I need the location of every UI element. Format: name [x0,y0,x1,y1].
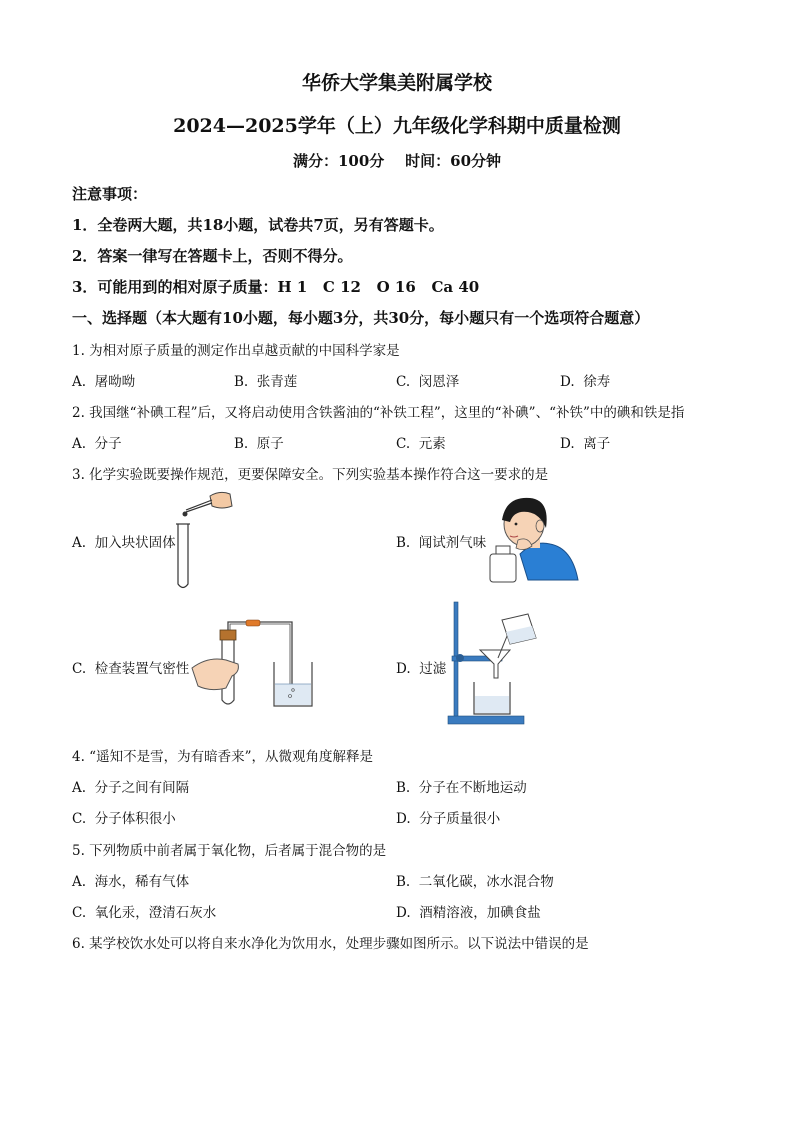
notice-item: 2．答案一律写在答题卡上，否则不得分。 [72,247,353,265]
notice-item: 1．全卷两大题，共18小题，试卷共7页，另有答题卡。 [72,216,444,234]
option-b[interactable]: B. 原子 [234,436,284,452]
question-stem: 6. 某学校饮水处可以将自来水净化为饮用水，处理步骤如图所示。以下说法中错误的是 [72,936,589,952]
option-c[interactable]: C. 元素 [396,436,446,452]
option-a[interactable]: A. 分子 [72,436,122,452]
exam-title: 2024—2025学年（上）九年级化学科期中质量检测 [173,115,621,137]
question-stem: 2. 我国继“补碘工程”后，又将启动使用含铁酱油的“补铁工程”，这里的“补碘”、“补铁”中的碘和铁是指 [72,405,685,421]
notice-item: 3．可能用到的相对原子质量：H 1 C 12 O 16 Ca 40 [72,278,480,296]
option-b[interactable]: B. 分子在不断地运动 [396,780,527,796]
illustration-filtration [444,598,544,730]
question-stem: 4. “遥知不是雪，为有暗香来”，从微观角度解释是 [72,749,373,765]
option-d[interactable]: D. 酒精溶液，加碘食盐 [396,905,541,921]
score-time-line: 满分：100分 时间：60分钟 [292,152,502,170]
option-d[interactable]: D. 离子 [560,436,611,452]
school-name: 华侨大学集美附属学校 [301,72,492,94]
option-a[interactable]: A. 屠呦呦 [72,374,136,390]
option-a[interactable]: A. 分子之间有间隔 [72,780,190,796]
illustration-adding-solid [172,488,232,588]
option-b[interactable]: B. 张青莲 [234,374,298,390]
illustration-smelling [488,492,580,584]
notice-heading: 注意事项： [72,185,148,203]
section-heading: 一、选择题（本大题有10小题，每小题3分，共30分，每小题只有一个选项符合题意） [72,309,650,327]
question-stem: 1. 为相对原子质量的测定作出卓越贡献的中国科学家是 [72,343,400,359]
question-stem: 3. 化学实验既要操作规范，更要保障安全。下列实验基本操作符合这一要求的是 [72,467,549,483]
option-a[interactable]: A. 海水，稀有气体 [72,874,190,890]
option-b[interactable]: B. 闻试剂气味 [396,535,487,551]
option-b[interactable]: B. 二氧化碳，冰水混合物 [396,874,554,890]
question-stem: 5. 下列物质中前者属于氧化物，后者属于混合物的是 [72,843,387,859]
option-c[interactable]: C. 分子体积很小 [72,811,176,827]
option-c[interactable]: C. 闵恩泽 [396,374,460,390]
option-d[interactable]: D. 过滤 [396,661,447,677]
option-c[interactable]: C. 氧化汞，澄清石灰水 [72,905,217,921]
option-c[interactable]: C. 检查装置气密性 [72,661,190,677]
option-d[interactable]: D. 徐寿 [560,374,611,390]
option-d[interactable]: D. 分子质量很小 [396,811,501,827]
illustration-airtightness [192,612,322,712]
option-a[interactable]: A. 加入块状固体 [72,535,176,551]
